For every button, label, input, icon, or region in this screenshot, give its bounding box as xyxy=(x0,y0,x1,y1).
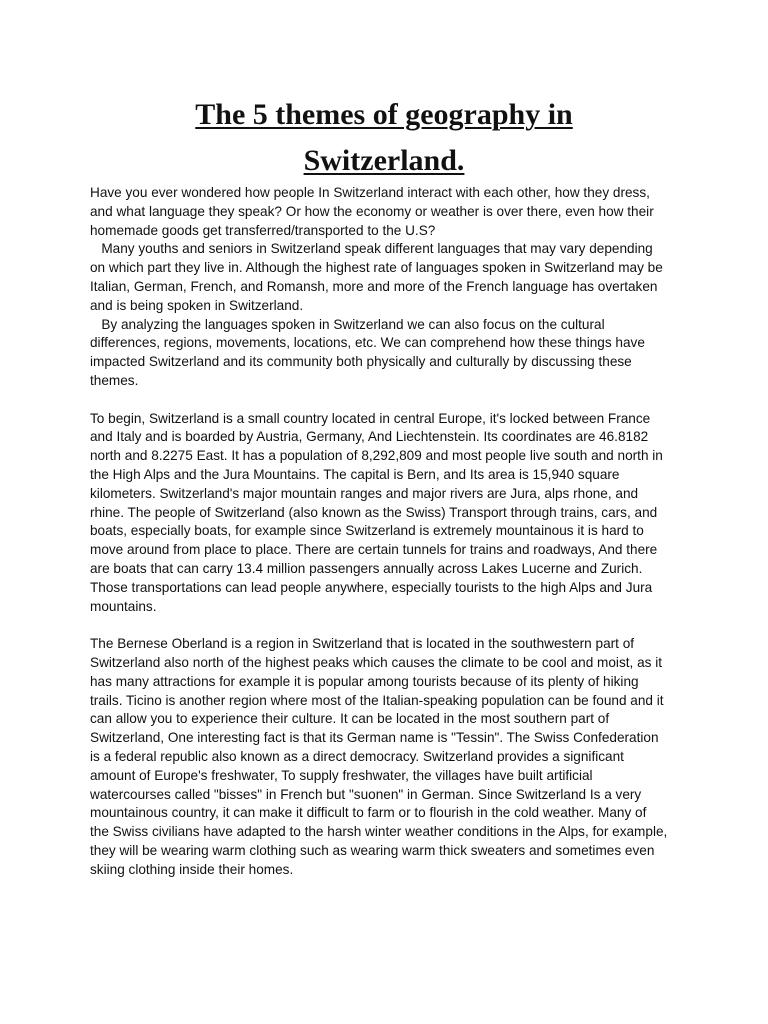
title-line-1: The 5 themes of geography in xyxy=(195,98,573,131)
text-line: mountainous country, it can make it difficult to farm or to flourish in the cold weather. Many of xyxy=(90,805,647,821)
paragraph-location xyxy=(90,410,690,617)
text-line: and is being spoken in Switzerland. xyxy=(90,297,304,313)
text-line: the Swiss civilians have adapted to the harsh winter weather conditions in the Alps, for example, xyxy=(90,824,668,840)
text-line: and Italy and is boarded by Austria, Germany, And Liechtenstein. Its coordinates are 46.8182 xyxy=(90,429,649,445)
text-line: The Bernese Oberland is a region in Switzerland that is located in the southwestern part of xyxy=(90,636,635,652)
paragraph-intro xyxy=(90,184,690,391)
text-line: is a federal republic also known as a direct democracy. Switzerland provides a significant xyxy=(90,748,624,764)
text-line: skiing clothing inside their homes. xyxy=(90,861,294,877)
text-line: amount of Europe's freshwater, To supply freshwater, the villages have built artificial xyxy=(90,767,593,783)
paragraph-gap xyxy=(90,391,690,410)
text-line: rhine. The people of Switzerland (also known as the Swiss) Transport through trains, cars, and xyxy=(90,504,658,520)
text-line: Italian, German, French, and Romansh, more and more of the French language has overtaken xyxy=(90,278,658,294)
text-line: Switzerland also north of the highest peaks which causes the climate to be cool and moist, as it xyxy=(90,654,662,670)
text-line: has many attractions for example it is popular among tourists because of its plenty of hiking xyxy=(90,673,639,689)
text-line: and what language they speak? Or how the economy or weather is over there, even how their xyxy=(90,203,654,219)
text-line: the High Alps and the Jura Mountains. The capital is Bern, and Its area is 15,940 square xyxy=(90,466,620,482)
text-line: Those transportations can lead people anywhere, especially tourists to the high Alps and Jura xyxy=(90,579,653,595)
text-line: move around from place to place. There are certain tunnels for trains and roadways, And there xyxy=(90,542,658,558)
text-line: differences, regions, movements, locations, etc. We can comprehend how these things have xyxy=(90,335,645,351)
text-line: Have you ever wondered how people In Switzerland interact with each other, how they dress, xyxy=(90,185,650,200)
paragraph-gap xyxy=(90,616,690,635)
paragraph-regions xyxy=(90,635,690,879)
text-line: can allow you to experience their culture. It can be located in the most southern part of xyxy=(90,711,610,727)
text-line: Many youths and seniors in Switzerland speak different languages that may vary depending xyxy=(90,241,653,257)
text-line: watercourses called "bisses" in French but "suonen" in German. Since Switzerland Is a very xyxy=(90,786,642,802)
text-line: boats, especially boats, for example since Switzerland is extremely mountainous it is hard to xyxy=(90,523,644,539)
text-line: themes. xyxy=(90,372,139,388)
text-line: are boats that can carry 13.4 million passengers annually across Lakes Lucerne and Zurich. xyxy=(90,560,643,576)
text-line: on which part they live in. Although the highest rate of languages spoken in Switzerland may be xyxy=(90,260,663,276)
text-line: By analyzing the languages spoken in Switzerland we can also focus on the cultural xyxy=(90,316,605,332)
text-line: Switzerland, One interesting fact is that its German name is "Tessin". The Swiss Confederation xyxy=(90,730,659,746)
text-line: homemade goods get transferred/transported to the U.S? xyxy=(90,222,436,238)
text-line: kilometers. Switzerland's major mountain ranges and major rivers are Jura, alps rhone, and xyxy=(90,485,639,501)
text-line: mountains. xyxy=(90,598,157,614)
document-body xyxy=(90,184,690,879)
text-line: impacted Switzerland and its community both physically and culturally by discussing these xyxy=(90,354,632,370)
text-line: To begin, Switzerland is a small country located in central Europe, it's locked between France xyxy=(90,410,651,426)
title-line-2: Switzerland. xyxy=(303,144,465,177)
page-title xyxy=(84,92,684,184)
text-line: north and 8.2275 East. It has a population of 8,292,809 and most people live south and north in xyxy=(90,448,663,464)
text-line: trails. Ticino is another region where most of the Italian-speaking population can be found and it xyxy=(90,692,664,708)
text-line: they will be wearing warm clothing such as wearing warm thick sweaters and sometimes even xyxy=(90,842,655,858)
